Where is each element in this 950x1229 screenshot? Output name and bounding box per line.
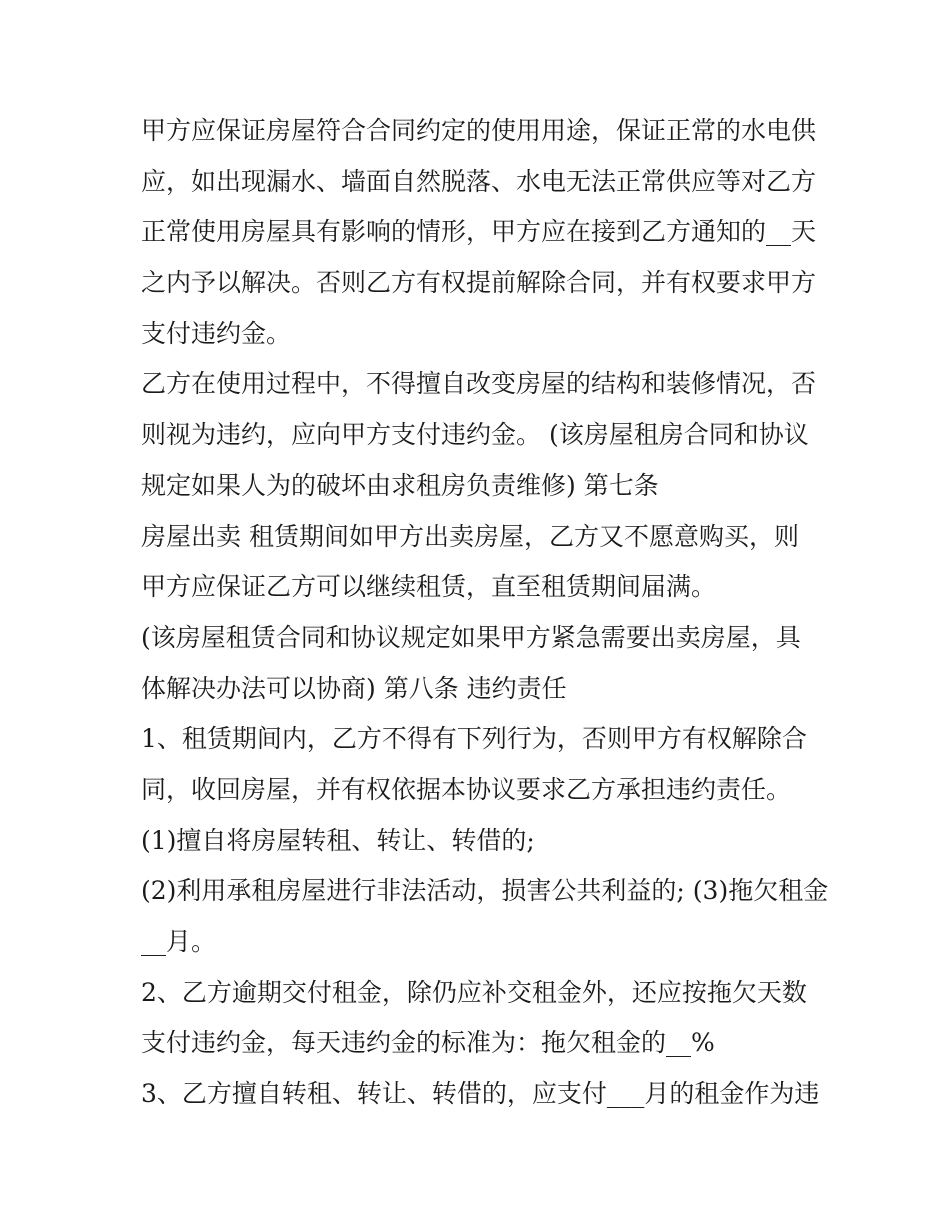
text-line: 正常使用房屋具有影响的情形，甲方应在接到乙方通知的__天 xyxy=(141,217,817,247)
text-line: 1、租赁期间内，乙方不得有下列行为，否则甲方有权解除合 xyxy=(141,724,807,754)
text-line: __月。 xyxy=(141,927,217,956)
text-line: 支付违约金，每天违约金的标准为：拖欠租金的__% xyxy=(141,1028,715,1058)
text-line: 同，收回房屋，并有权依据本协议要求乙方承担违约责任。 xyxy=(141,774,792,804)
text-line: 支付违约金。 xyxy=(141,318,292,348)
text-line: 甲方应保证房屋符合合同约定的使用用途，保证正常的水电供 xyxy=(141,116,817,145)
text-line: (1)擅自将房屋转租、转让、转借的; xyxy=(141,825,535,855)
document-body xyxy=(141,106,829,1120)
text-line: 之内予以解决。否则乙方有权提前解除合同，并有权要求甲方 xyxy=(141,268,817,298)
text-line: 则视为违约，应向甲方支付违约金。 (该房屋租房合同和协议 xyxy=(141,420,809,450)
text-line: (2)利用承租房屋进行非法活动，损害公共利益的; (3)拖欠租金 xyxy=(141,876,829,906)
text-line: (该房屋租赁合同和协议规定如果甲方紧急需要出卖房屋，具 xyxy=(141,622,801,652)
text-line: 应，如出现漏水、墙面自然脱落、水电无法正常供应等对乙方 xyxy=(141,166,817,196)
text-line: 房屋出卖 租赁期间如甲方出卖房屋，乙方又不愿意购买，则 xyxy=(141,521,799,551)
text-line: 规定如果人为的破坏由求租房负责维修) 第七条 xyxy=(141,470,659,500)
text-line: 2、乙方逾期交付租金，除仍应补交租金外，还应按拖欠天数 xyxy=(141,977,807,1007)
text-line: 乙方在使用过程中，不得擅自改变房屋的结构和装修情况，否 xyxy=(141,369,817,399)
text-line: 甲方应保证乙方可以继续租赁，直至租赁期间届满。 xyxy=(141,572,717,602)
text-line: 3、乙方擅自转租、转让、转借的，应支付___月的租金作为违 xyxy=(141,1079,820,1109)
text-line: 体解决办法可以协商) 第八条 违约责任 xyxy=(141,673,567,703)
